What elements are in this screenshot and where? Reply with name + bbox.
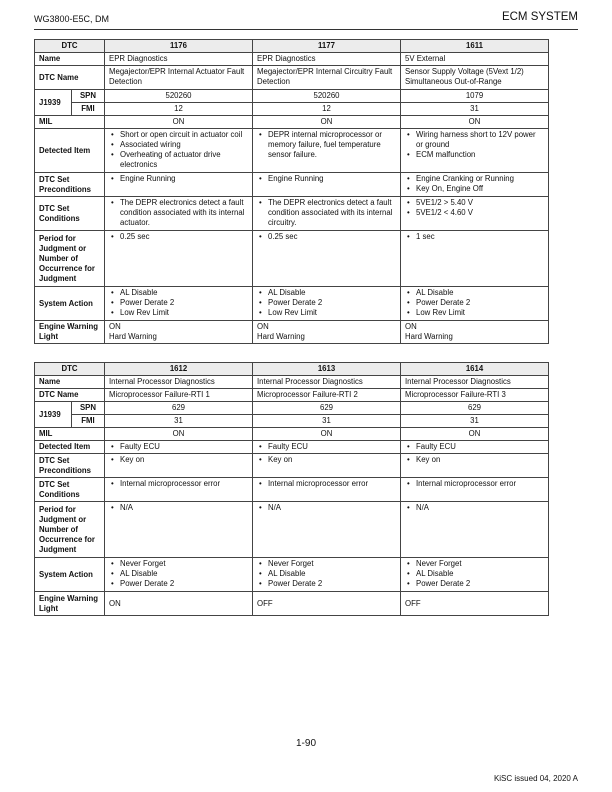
dtc-name-row	[35, 389, 549, 402]
fmi-label: FMI	[72, 415, 105, 428]
period-row	[35, 502, 549, 558]
mil-label: MIL	[35, 428, 105, 441]
warning-light-cell	[253, 321, 401, 344]
period-cell	[253, 231, 401, 287]
period-cell	[401, 502, 549, 558]
detected-item-cell	[401, 441, 549, 454]
list-item: • AL Disable	[109, 569, 248, 579]
list-item: • AL Disable	[405, 288, 544, 298]
list-item: • Faulty ECU	[405, 442, 544, 452]
warning-state: ON	[405, 322, 417, 331]
dtc-code: 1613	[253, 363, 401, 376]
list-item: • N/A	[257, 503, 396, 513]
j1939-label: J1939	[35, 90, 72, 116]
detected-item-row	[35, 441, 549, 454]
list-item: • Key on	[109, 455, 248, 465]
system-action-label: System Action	[35, 558, 105, 592]
list-item: • Power Derate 2	[109, 298, 248, 308]
period-cell	[253, 502, 401, 558]
list-item: • Short or open circuit in actuator coil	[109, 130, 248, 140]
spn-label: SPN	[72, 402, 105, 415]
dtc-table-1	[34, 39, 549, 344]
mil-cell: ON	[401, 428, 549, 441]
header-row	[35, 363, 549, 376]
fmi-row	[35, 103, 549, 116]
dtc-code: 1176	[105, 40, 253, 53]
conditions-cell	[253, 197, 401, 231]
mil-label: MIL	[35, 116, 105, 129]
spn-cell: 629	[401, 402, 549, 415]
detected-item-cell	[253, 441, 401, 454]
fmi-cell: 31	[253, 415, 401, 428]
dtc-name-cell: Sensor Supply Voltage (5Vext 1/2) Simultaneous Out-of-Range	[401, 66, 549, 90]
fmi-cell: 31	[401, 415, 549, 428]
header-rule	[34, 29, 578, 30]
name-row	[35, 376, 549, 389]
list-item: • Internal microprocessor error	[109, 479, 248, 489]
warning-light-row	[35, 321, 549, 344]
system-action-row	[35, 287, 549, 321]
list-item: • 1 sec	[405, 232, 544, 242]
list-item: • AL Disable	[109, 288, 248, 298]
warning-type: Hard Warning	[109, 332, 157, 341]
spn-cell: 520260	[105, 90, 253, 103]
preconditions-cell	[401, 173, 549, 197]
dtc-label: DTC	[35, 40, 105, 53]
detected-item-cell	[105, 441, 253, 454]
warning-light-cell: OFF	[401, 592, 549, 616]
spn-cell: 629	[253, 402, 401, 415]
dtc-name-cell: Megajector/EPR Internal Actuator Fault Detection	[105, 66, 253, 90]
mil-row	[35, 116, 549, 129]
dtc-name-label: DTC Name	[35, 389, 105, 402]
conditions-row	[35, 478, 549, 502]
header-row	[35, 40, 549, 53]
list-item: • Associated wiring	[109, 140, 248, 150]
mil-cell: ON	[253, 116, 401, 129]
name-cell: EPR Diagnostics	[253, 53, 401, 66]
warning-light-label: Engine Warning Light	[35, 321, 105, 344]
period-row	[35, 231, 549, 287]
dtc-code: 1614	[401, 363, 549, 376]
spn-row	[35, 90, 549, 103]
spn-cell: 629	[105, 402, 253, 415]
list-item: • Power Derate 2	[257, 579, 396, 589]
spn-cell: 1079	[401, 90, 549, 103]
issue-note: KiSC issued 04, 2020 A	[493, 774, 578, 783]
document-id: WG3800-E5C, DM	[34, 14, 110, 24]
list-item: • N/A	[109, 503, 248, 513]
period-cell	[105, 231, 253, 287]
conditions-cell	[401, 197, 549, 231]
conditions-row	[35, 197, 549, 231]
conditions-label: DTC Set Conditions	[35, 478, 105, 502]
mil-row	[35, 428, 549, 441]
list-item: • ECM malfunction	[405, 150, 544, 160]
list-item: • Engine Running	[257, 174, 396, 184]
conditions-cell	[105, 197, 253, 231]
conditions-cell	[105, 478, 253, 502]
system-action-cell	[401, 558, 549, 592]
preconditions-label: DTC Set Preconditions	[35, 173, 105, 197]
preconditions-cell	[253, 454, 401, 478]
list-item: • Low Rev Limit	[257, 308, 396, 318]
list-item: • Engine Running	[109, 174, 248, 184]
name-row	[35, 53, 549, 66]
list-item: • 0.25 sec	[257, 232, 396, 242]
list-item: • Power Derate 2	[405, 579, 544, 589]
fmi-row	[35, 415, 549, 428]
dtc-table-2	[34, 362, 549, 616]
mil-cell: ON	[401, 116, 549, 129]
fmi-cell: 31	[401, 103, 549, 116]
list-item: • AL Disable	[405, 569, 544, 579]
period-label: Period for Judgment or Number of Occurrence for Judgment	[35, 231, 105, 287]
detected-item-cell	[105, 129, 253, 173]
name-cell: Internal Processor Diagnostics	[253, 376, 401, 389]
dtc-name-cell: Megajector/EPR Internal Circuitry Fault Detection	[253, 66, 401, 90]
system-action-cell	[401, 287, 549, 321]
dtc-code: 1611	[401, 40, 549, 53]
dtc-label: DTC	[35, 363, 105, 376]
dtc-name-label: DTC Name	[35, 66, 105, 90]
list-item: • Low Rev Limit	[109, 308, 248, 318]
warning-state: ON	[257, 322, 269, 331]
warning-light-row	[35, 592, 549, 616]
name-cell: 5V External	[401, 53, 549, 66]
detected-item-cell	[401, 129, 549, 173]
fmi-label: FMI	[72, 103, 105, 116]
list-item: • Internal microprocessor error	[405, 479, 544, 489]
list-item: • Power Derate 2	[405, 298, 544, 308]
list-item: • N/A	[405, 503, 544, 513]
warning-state: ON	[109, 322, 121, 331]
spn-label: SPN	[72, 90, 105, 103]
fmi-cell: 12	[105, 103, 253, 116]
warning-light-cell: OFF	[253, 592, 401, 616]
conditions-cell	[253, 478, 401, 502]
system-action-cell	[105, 558, 253, 592]
list-item: • Key on	[257, 455, 396, 465]
list-item: • Internal microprocessor error	[257, 479, 396, 489]
system-action-cell	[105, 287, 253, 321]
system-action-cell	[253, 287, 401, 321]
list-item: • Faulty ECU	[109, 442, 248, 452]
warning-type: Hard Warning	[257, 332, 305, 341]
spn-row	[35, 402, 549, 415]
list-item: • Low Rev Limit	[405, 308, 544, 318]
dtc-name-cell: Microprocessor Failure-RTI 2	[253, 389, 401, 402]
list-item: • Wiring harness short to 12V power or ground	[405, 130, 544, 150]
detected-item-label: Detected Item	[35, 129, 105, 173]
fmi-cell: 12	[253, 103, 401, 116]
warning-light-cell: ON	[105, 592, 253, 616]
name-cell: Internal Processor Diagnostics	[105, 376, 253, 389]
conditions-label: DTC Set Conditions	[35, 197, 105, 231]
name-cell: EPR Diagnostics	[105, 53, 253, 66]
list-item: • Never Forget	[405, 559, 544, 569]
list-item: • 5VE1/2 < 4.60 V	[405, 208, 544, 218]
dtc-name-row	[35, 66, 549, 90]
conditions-cell	[401, 478, 549, 502]
preconditions-row	[35, 454, 549, 478]
list-item: • AL Disable	[257, 569, 396, 579]
list-item: • Key On, Engine Off	[405, 184, 544, 194]
period-label: Period for Judgment or Number of Occurrence for Judgment	[35, 502, 105, 558]
dtc-name-cell: Microprocessor Failure-RTI 1	[105, 389, 253, 402]
dtc-name-cell: Microprocessor Failure-RTI 3	[401, 389, 549, 402]
list-item: • 5VE1/2 > 5.40 V	[405, 198, 544, 208]
period-cell	[105, 502, 253, 558]
spn-cell: 520260	[253, 90, 401, 103]
page-number: 1-90	[295, 738, 316, 749]
list-item: • DEPR internal microprocessor or memory failure, fuel temperature sensor failure.	[257, 130, 396, 160]
name-cell: Internal Processor Diagnostics	[401, 376, 549, 389]
dtc-code: 1612	[105, 363, 253, 376]
warning-light-cell	[105, 321, 253, 344]
dtc-code: 1177	[253, 40, 401, 53]
list-item: • The DEPR electronics detect a fault condition associated with its internal actuator.	[109, 198, 248, 228]
system-action-row	[35, 558, 549, 592]
list-item: • 0.25 sec	[109, 232, 248, 242]
preconditions-cell	[253, 173, 401, 197]
list-item: • The DEPR electronics detect a fault condition associated with its internal circuitry.	[257, 198, 396, 228]
list-item: • Overheating of actuator drive electronics	[109, 150, 248, 170]
mil-cell: ON	[105, 116, 253, 129]
period-cell	[401, 231, 549, 287]
list-item: • Engine Cranking or Running	[405, 174, 544, 184]
preconditions-cell	[105, 173, 253, 197]
list-item: • Power Derate 2	[109, 579, 248, 589]
preconditions-cell	[401, 454, 549, 478]
mil-cell: ON	[105, 428, 253, 441]
detected-item-cell	[253, 129, 401, 173]
j1939-label: J1939	[35, 402, 72, 428]
list-item: • Power Derate 2	[257, 298, 396, 308]
preconditions-row	[35, 173, 549, 197]
warning-light-label: Engine Warning Light	[35, 592, 105, 616]
detected-item-label: Detected Item	[35, 441, 105, 454]
list-item: • Faulty ECU	[257, 442, 396, 452]
mil-cell: ON	[253, 428, 401, 441]
fmi-cell: 31	[105, 415, 253, 428]
section-title: ECM SYSTEM	[501, 11, 578, 23]
warning-light-cell	[401, 321, 549, 344]
system-action-cell	[253, 558, 401, 592]
warning-type: Hard Warning	[405, 332, 453, 341]
list-item: • Key on	[405, 455, 544, 465]
list-item: • Never Forget	[257, 559, 396, 569]
name-label: Name	[35, 53, 105, 66]
name-label: Name	[35, 376, 105, 389]
detected-item-row	[35, 129, 549, 173]
list-item: • AL Disable	[257, 288, 396, 298]
system-action-label: System Action	[35, 287, 105, 321]
preconditions-cell	[105, 454, 253, 478]
list-item: • Never Forget	[109, 559, 248, 569]
preconditions-label: DTC Set Preconditions	[35, 454, 105, 478]
